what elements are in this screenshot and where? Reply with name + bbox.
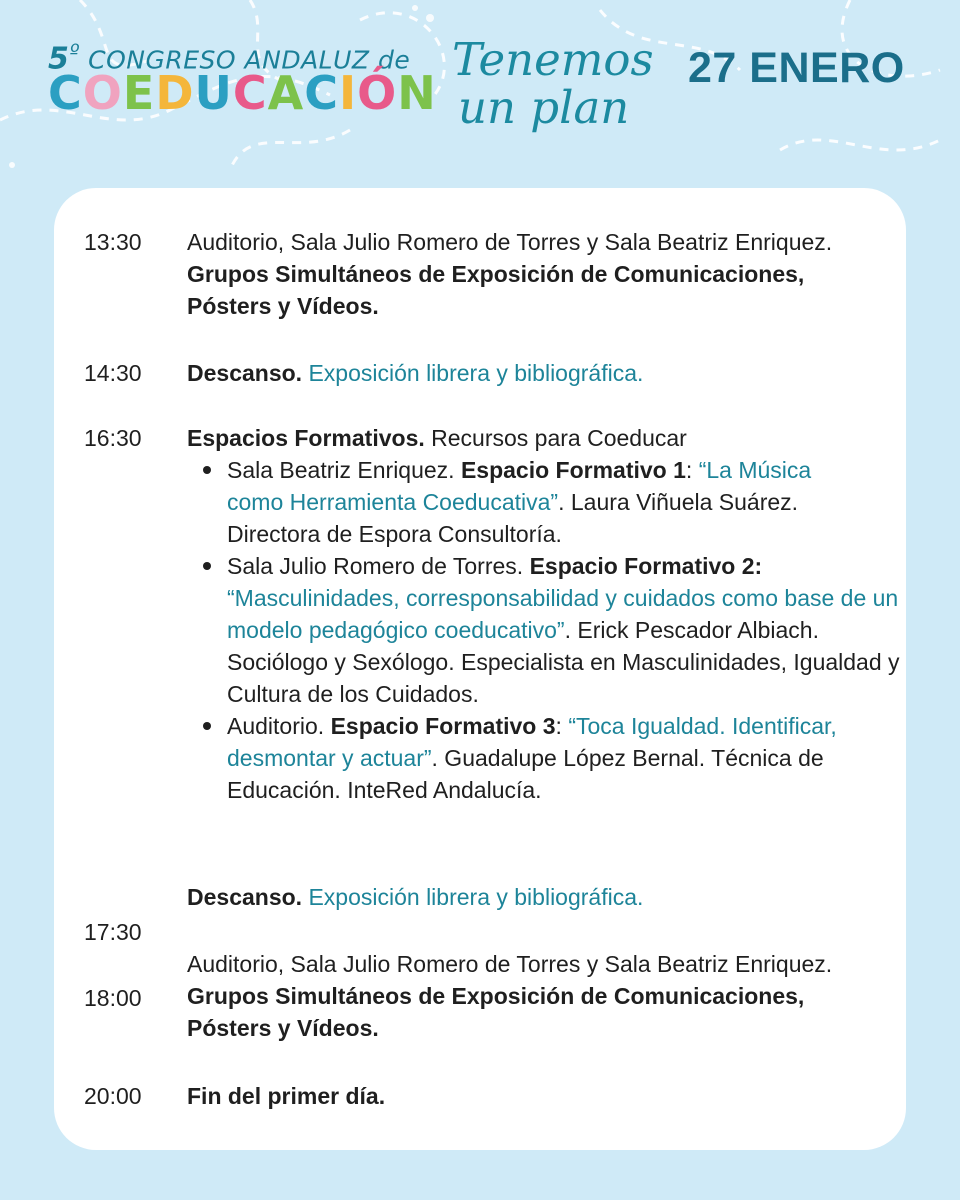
logo-letter: C <box>304 66 339 120</box>
bullet-icon <box>203 562 211 570</box>
logo-letter: C <box>232 66 268 120</box>
session-description <box>187 422 900 806</box>
workshop-colon: : <box>555 713 569 739</box>
session-description <box>187 948 887 1044</box>
session-detail: Exposición librera y bibliográfica. <box>302 360 644 386</box>
time-label: 14:30 <box>84 360 142 386</box>
session-title: Grupos Simultáneos de Exposición de Comunicaciones, Pósters y Vídeos. <box>187 261 805 319</box>
time-label: 20:00 <box>84 1083 142 1109</box>
logo-letter: I <box>339 66 358 120</box>
bullet-icon <box>203 466 211 474</box>
session-title: Grupos Simultáneos de Exposición de Comunicaciones, Pósters y Vídeos. <box>187 983 805 1041</box>
session-location: Auditorio, Sala Julio Romero de Torres y Sala Beatriz Enriquez. <box>187 951 833 977</box>
workshop-room: Sala Beatriz Enriquez. <box>227 457 461 483</box>
workshop-room: Sala Julio Romero de Torres. <box>227 553 530 579</box>
workshop-item-1 <box>187 454 827 550</box>
logo-letter: E <box>122 66 156 120</box>
workshop-colon: : <box>685 457 699 483</box>
workshop-speaker: . Guadalupe López Bernal. Técnica de Educación. InteRed Andalucía. <box>227 745 824 803</box>
schedule-card <box>54 188 906 1150</box>
tagline-line2: un plan <box>458 81 630 134</box>
workshop-label: Espacio Formativo 1 <box>460 457 686 483</box>
logo-letter: D <box>155 66 195 120</box>
logo-letter: O <box>82 66 123 120</box>
workshop-item-3 <box>187 710 867 806</box>
congress-name: CONGRESO ANDALUZ de <box>88 45 411 75</box>
workshop-title: “Toca Igualdad. Identificar, desmontar y actuar” <box>227 713 837 771</box>
time-label: 17:30 <box>84 919 142 945</box>
time-label: 16:30 <box>84 425 142 451</box>
time-label: 18:00 <box>84 985 142 1011</box>
session-description <box>187 226 887 322</box>
session-title: Descanso. <box>187 360 303 386</box>
session-title: Fin del primer día. <box>187 1083 386 1109</box>
workshop-label: Espacio Formativo 3 <box>330 713 556 739</box>
workshop-item-2 <box>187 550 907 710</box>
session-description <box>187 357 887 389</box>
workshop-speaker: . Laura Viñuela Suárez. Directora de Espora Consultoría. <box>227 489 799 547</box>
header <box>0 0 960 180</box>
tagline-line1: Tenemos <box>452 33 654 86</box>
session-subtitle: Recursos para Coeducar <box>424 425 687 451</box>
edition-ordinal: º <box>69 40 80 64</box>
workshop-speaker: . Erick Pescador Albiach. Sociólogo y Sexólogo. Especialista en Masculinidades, Igualdad y Cultura de los Cuidados. <box>227 617 900 707</box>
workshop-title: “Masculinidades, corresponsabilidad y cuidados como base de un modelo pedagógico coeducativo” <box>227 585 899 643</box>
edition-number: 5 <box>48 41 70 77</box>
workshop-title: “La Música como Herramienta Coeducativa” <box>227 457 812 515</box>
bullet-icon <box>203 722 211 730</box>
time-label: 13:30 <box>84 229 142 255</box>
logo-letter: A <box>267 66 305 120</box>
session-description <box>187 1080 887 1112</box>
logo-letter: N <box>397 66 437 120</box>
logo-letter: Ó <box>357 66 398 120</box>
event-date: 27 ENERO <box>688 44 905 92</box>
coeducacion-logo-wordmark <box>48 66 437 120</box>
session-detail: Exposición librera y bibliográfica. <box>302 884 644 910</box>
workshop-room: Auditorio. <box>227 713 331 739</box>
workshop-label: Espacio Formativo 2: <box>529 553 763 579</box>
workshop-list <box>187 454 900 806</box>
logo-letter: U <box>194 66 233 120</box>
tagline <box>452 33 672 134</box>
session-location: Auditorio, Sala Julio Romero de Torres y Sala Beatriz Enriquez. <box>187 229 833 255</box>
session-description <box>187 881 887 913</box>
logo-letter: C <box>48 66 83 120</box>
session-title: Descanso. <box>187 884 303 910</box>
session-title: Espacios Formativos. <box>187 425 425 451</box>
